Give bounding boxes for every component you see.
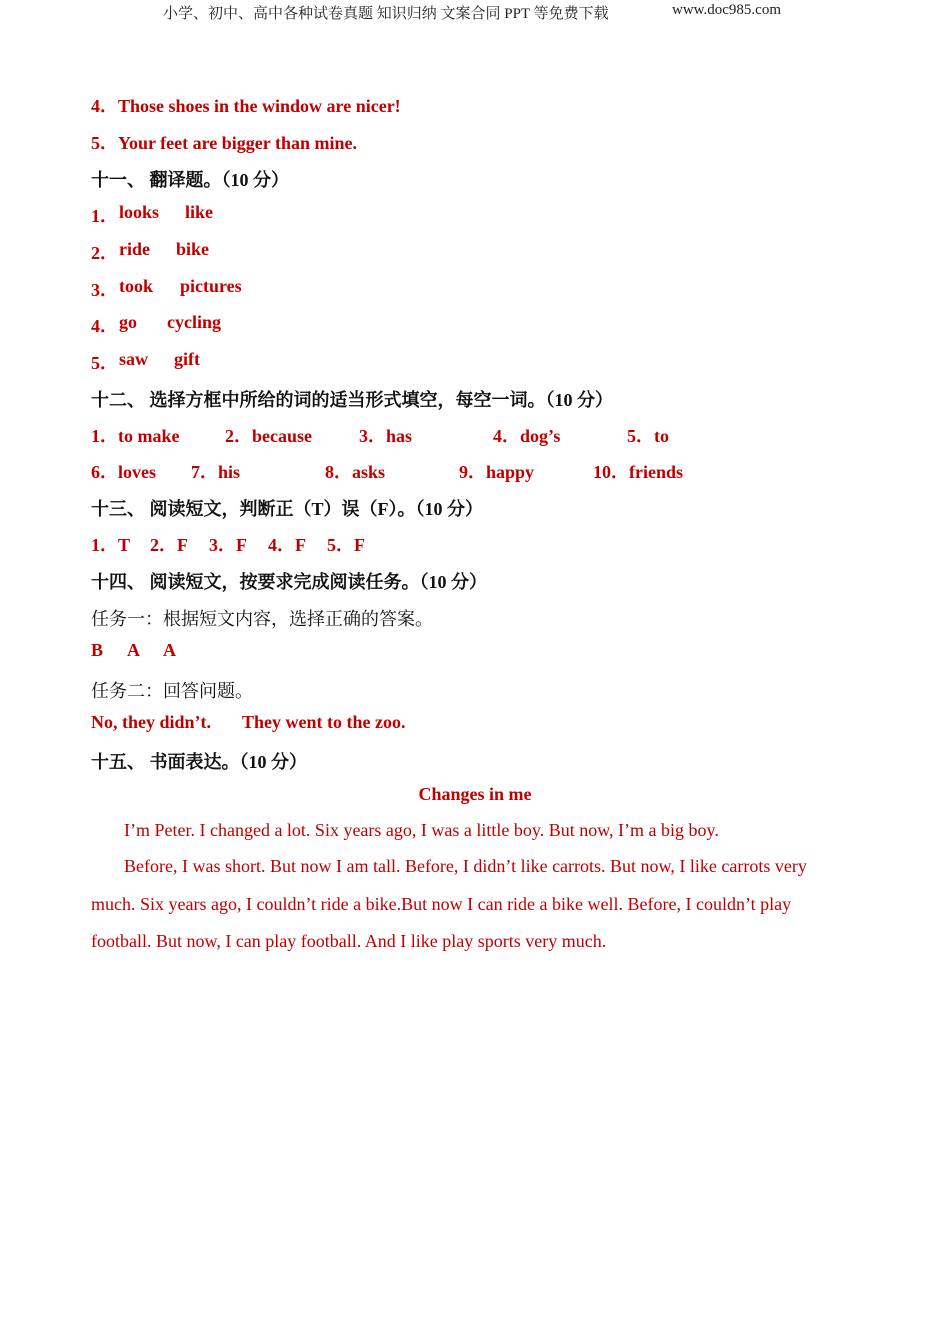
item-number: 1． bbox=[91, 206, 118, 226]
header-website-url: www.doc985.com bbox=[672, 2, 782, 18]
item-number: 5． bbox=[91, 353, 118, 373]
item-word-a: ride bbox=[119, 239, 150, 259]
header-promo-text: 小学、初中、高中各种试卷真题 知识归纳 文案合同 PPT 等免费下载 bbox=[163, 6, 609, 22]
blank-answer: 9．happy bbox=[459, 462, 535, 482]
essay-paragraph-2-line-1: Before, I was short. But now I am tall. Before, I didn’t like carrots. But now, I like carrots very bbox=[124, 856, 807, 876]
item-word-a: saw bbox=[119, 349, 149, 369]
tf-answer: 2．F bbox=[150, 535, 188, 555]
essay-paragraph-2-line-3: football. But now, I can play football. And I like play sports very much. bbox=[91, 931, 607, 951]
section-14-title: 十四、 阅读短文，按要求完成阅读任务。（10 分） bbox=[91, 572, 487, 592]
task-1-instruction: 任务一：根据短文内容，选择正确的答案。 bbox=[91, 609, 433, 629]
tf-answer: 4．F bbox=[268, 535, 306, 555]
item-number: 4． bbox=[91, 316, 118, 336]
section-13-title: 十三、 阅读短文，判断正（T）误（F）。（10 分） bbox=[91, 499, 483, 519]
choice-answer: A bbox=[127, 640, 140, 660]
item-word-a: took bbox=[119, 276, 154, 296]
essay-paragraph-2-line-2: much. Six years ago, I couldn’t ride a bike.But now I can ride a bike well. Before, I couldn’t play bbox=[91, 894, 792, 914]
section-15-title: 十五、 书面表达。（10 分） bbox=[91, 752, 307, 772]
answer-sentence: They went to the zoo. bbox=[242, 712, 406, 732]
blank-answer: 4．dog’s bbox=[493, 426, 561, 446]
item-word-a: go bbox=[119, 312, 137, 332]
blank-answer: 6．loves bbox=[91, 462, 156, 482]
task-2-instruction: 任务二：回答问题。 bbox=[91, 681, 253, 701]
choice-answer: A bbox=[163, 640, 176, 660]
item-word-b: gift bbox=[174, 349, 200, 369]
item-number: 3． bbox=[91, 280, 118, 300]
item-word-a: looks bbox=[119, 202, 160, 222]
answer-sentence: No, they didn’t. bbox=[91, 712, 212, 732]
item-word-b: bike bbox=[176, 239, 210, 259]
tf-answer: 5．F bbox=[327, 535, 365, 555]
blank-answer: 2．because bbox=[225, 426, 312, 446]
essay-title: Changes in me bbox=[418, 784, 532, 804]
blank-answer: 5．to bbox=[627, 426, 669, 446]
choice-answer: B bbox=[91, 640, 104, 660]
answer-line-4: 4．Those shoes in the window are nicer! bbox=[91, 96, 401, 116]
tf-answer: 3．F bbox=[209, 535, 247, 555]
item-word-b: pictures bbox=[180, 276, 242, 296]
blank-answer: 3．has bbox=[359, 426, 413, 446]
blank-answer: 10．friends bbox=[593, 462, 683, 482]
section-11-title: 十一、 翻译题。（10 分） bbox=[91, 170, 289, 190]
answer-line-5: 5．Your feet are bigger than mine. bbox=[91, 133, 357, 153]
item-word-b: cycling bbox=[167, 312, 221, 332]
blank-answer: 1．to make bbox=[91, 426, 180, 446]
item-number: 2． bbox=[91, 243, 118, 263]
blank-answer: 7．his bbox=[191, 462, 241, 482]
tf-answer: 1．T bbox=[91, 535, 131, 555]
item-word-b: like bbox=[185, 202, 214, 222]
page-header bbox=[0, 0, 950, 24]
section-12-title: 十二、 选择方框中所给的词的适当形式填空，每空一词。（10 分） bbox=[91, 390, 613, 410]
blank-answer: 8．asks bbox=[325, 462, 386, 482]
essay-paragraph-1: I’m Peter. I changed a lot. Six years ago, I was a little boy. But now, I’m a big boy. bbox=[124, 820, 719, 840]
